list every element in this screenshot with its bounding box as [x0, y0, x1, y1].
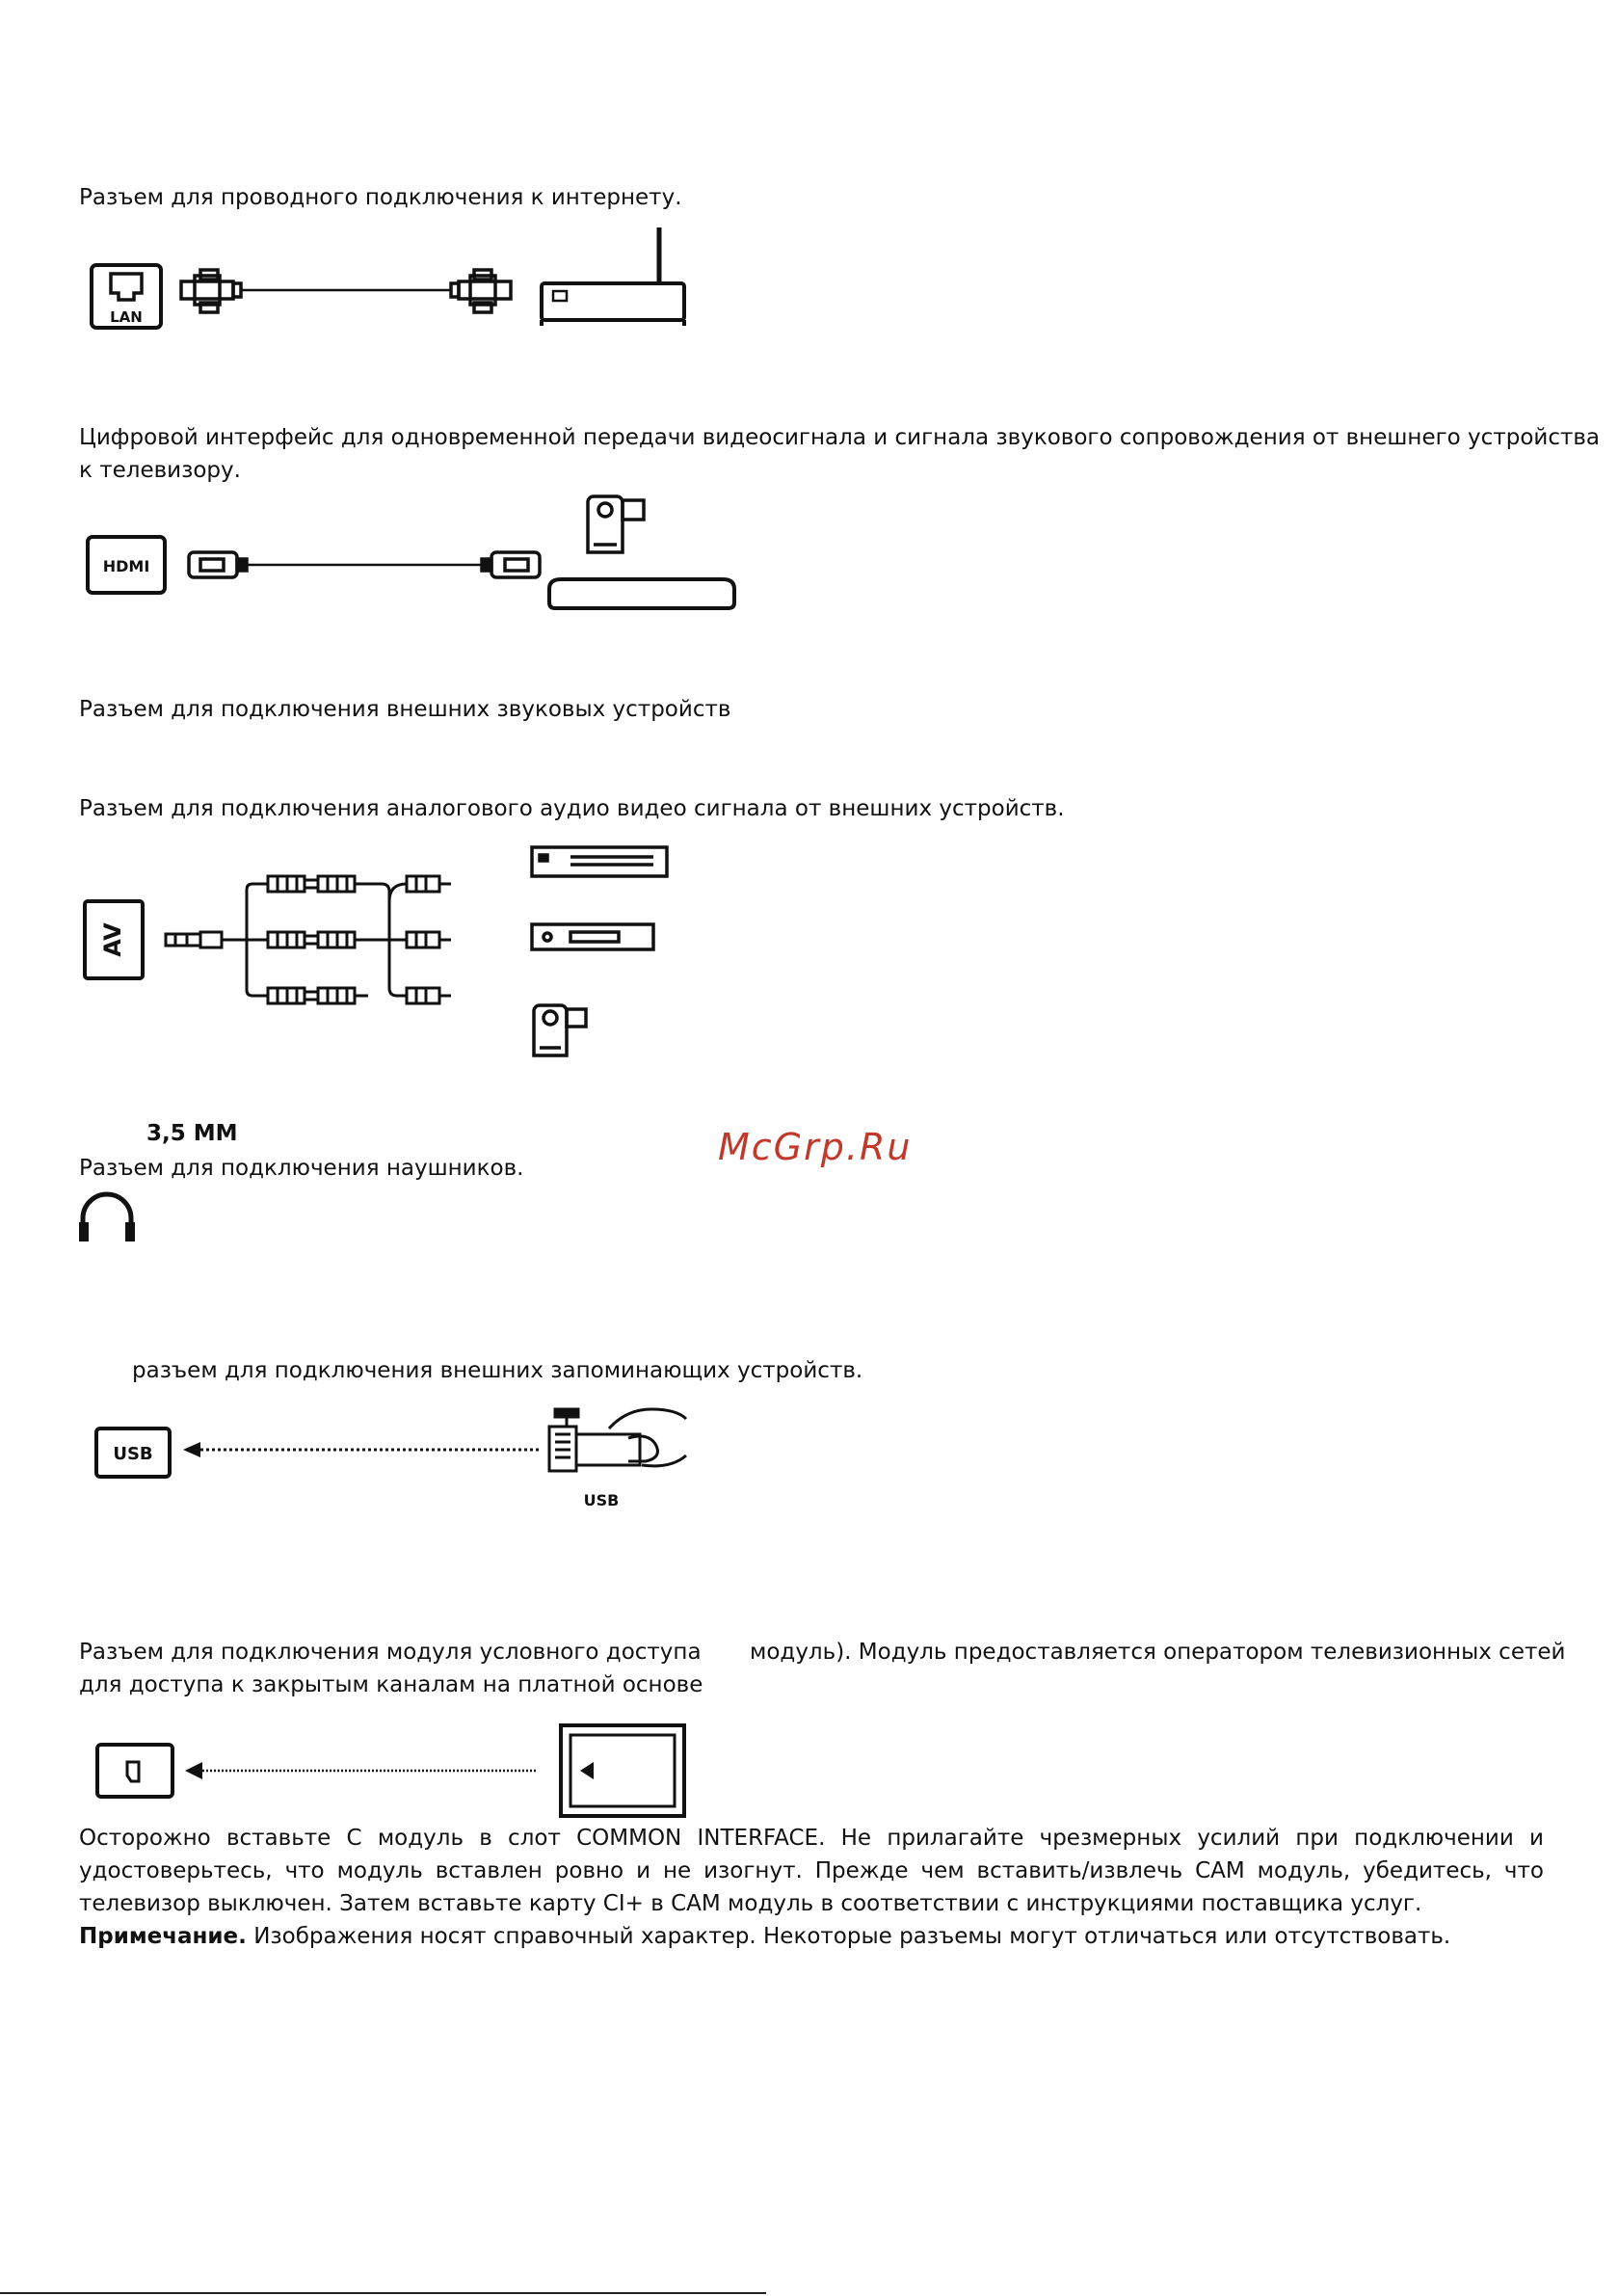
hdmi-description-line2: к телевизору. [79, 458, 241, 483]
router-icon [542, 227, 684, 326]
av-port-icon [85, 901, 143, 978]
lan-plug-right-icon [451, 270, 511, 312]
usb-flash-drive-icon [549, 1409, 686, 1509]
dvd-player-icon [549, 579, 734, 608]
rca-plug-pairs [268, 876, 451, 1003]
ci-diagram [89, 1718, 705, 1824]
ci-description-part1: Разъем для подключения модуля условного доступа [79, 1640, 702, 1665]
set-top-box-icon [532, 847, 667, 876]
headphone-size-label: 3,5 MM [146, 1121, 238, 1146]
ci-instructions: Осторожно вставьте C модуль в слот COMMON INTERFACE. Не прилагайте чрезмерных усилий при подключении и удостоверьтесь, что модуль вставлен ровно и не изогнут. Прежде чем вставить/извлечь CAM модуль, убедитесь, что телевизор выключен. Затем вставьте карту CI+ в CAM модуль в соответствии с инструкциями поставщика услуг. [79, 1826, 1544, 1916]
vcr-icon [532, 924, 653, 949]
usb-port-label: USB [113, 1444, 153, 1464]
usb-diagram [89, 1400, 705, 1520]
camcorder-icon [588, 496, 644, 552]
ci-insert-arrow [185, 1762, 538, 1779]
hdmi-diagram [85, 487, 702, 622]
hdmi-port-icon [88, 537, 165, 593]
av-description: Разъем для подключения аналогового аудио видео сигнала от внешних устройств. [79, 796, 1065, 821]
av-port-label: AV [99, 922, 126, 957]
ci-description-line2: для доступа к закрытым каналам на платной основе [79, 1672, 703, 1697]
av-camcorder-icon [534, 1005, 586, 1055]
lan-description: Разъем для проводного подключения к интернету. [79, 185, 682, 210]
watermark: McGrp.Ru [718, 1126, 913, 1168]
av-splitter-cables [241, 884, 407, 996]
hdmi-description-line1: Цифровой интерфейс для одновременной передачи видеосигнала и сигнала звукового сопровождения от внешнего устройства [79, 425, 1601, 450]
note-label: Примечание. [79, 1924, 247, 1949]
note-paragraph [79, 1920, 1450, 1953]
lan-port-label: LAN [110, 308, 143, 326]
ci-description-part2: модуль). Модуль предоставляется оператором телевизионных сетей [750, 1640, 1566, 1665]
hdmi-port-label: HDMI [102, 557, 150, 575]
lan-port-icon [92, 265, 161, 328]
cam-module-icon [561, 1725, 684, 1816]
audio-out-description: Разъем для подключения внешних звуковых устройств [79, 697, 731, 722]
lan-diagram [85, 222, 702, 335]
headphones-icon [75, 1188, 139, 1245]
hdmi-plug-left-icon [189, 552, 247, 577]
lan-plug-left-icon [181, 270, 241, 312]
usb-port-icon [96, 1428, 170, 1477]
hdmi-plug-right-icon [482, 552, 540, 577]
av-diagram [79, 843, 696, 1075]
footer-rule [0, 2292, 766, 2294]
usb-description: разъем для подключения внешних запоминающих устройств. [132, 1358, 863, 1383]
usb-device-label: USB [583, 1491, 620, 1509]
usb-insert-arrow [183, 1442, 542, 1457]
note-text: Изображения носят справочный характер. Некоторые разъемы могут отличаться или отсутствовать. [253, 1924, 1451, 1949]
ci-slot-icon [97, 1745, 172, 1797]
headphone-description: Разъем для подключения наушников. [79, 1156, 524, 1181]
jack-plug-icon [166, 932, 241, 948]
